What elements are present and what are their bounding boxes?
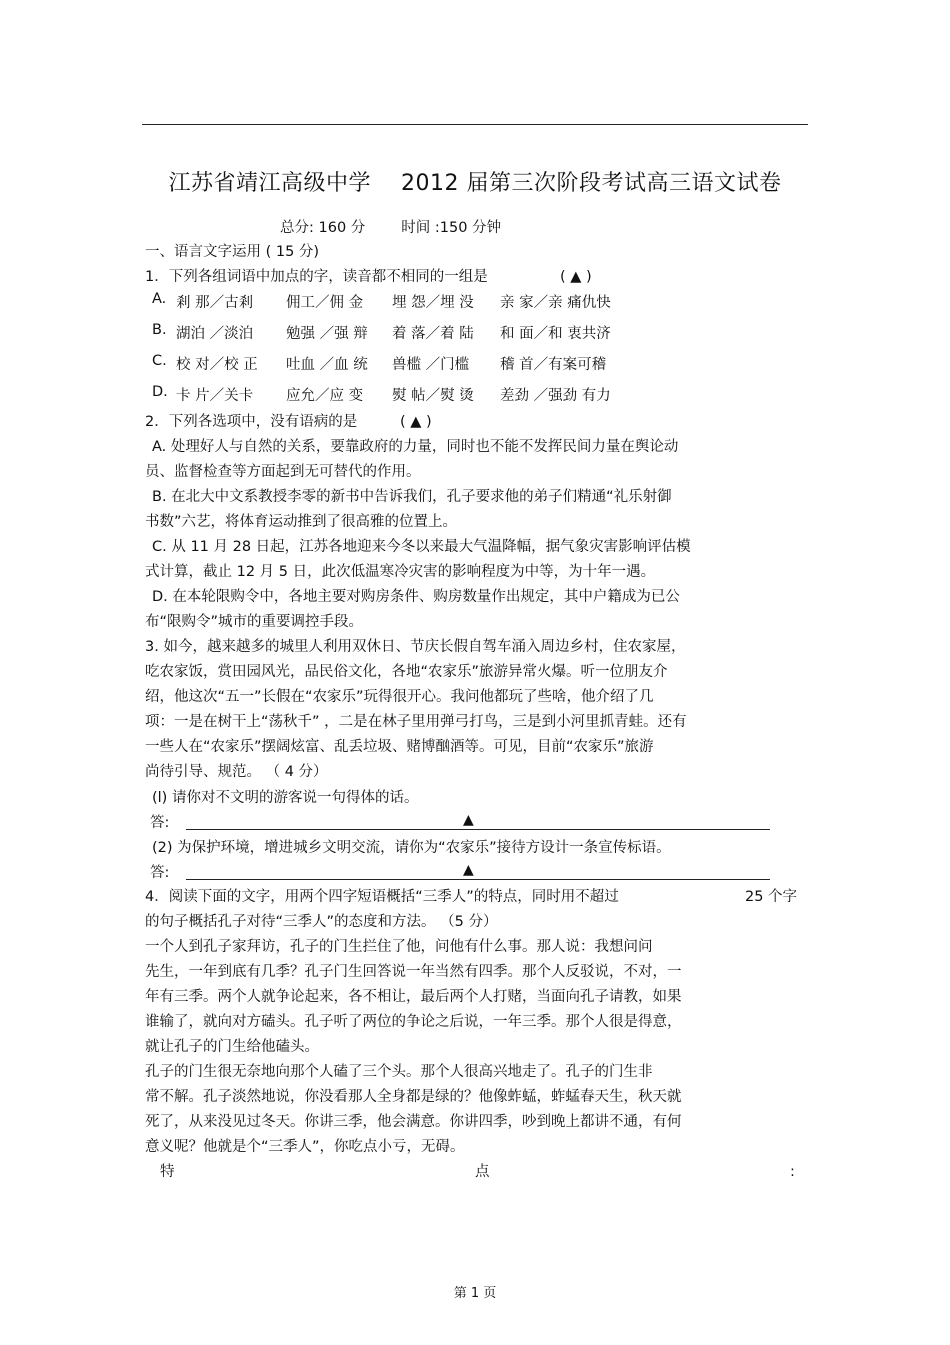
answer-prompt-char: 点 xyxy=(475,1164,490,1180)
word-group: 剎 那／古剎 xyxy=(176,295,254,311)
q4-stem-line-2: 的句子概括孔子对待“三季人”的态度和方法。 （5 分） xyxy=(145,914,498,930)
option-label: A. xyxy=(152,291,167,307)
word-group: 着 落／着 陆 xyxy=(392,326,474,342)
q3-line: 项：一是在树干上“荡秋千” ，二是在林子里用弹弓打鸟，三是到小河里抓青蛙。还有 xyxy=(145,714,687,730)
word-group: 熨 帖／熨 烫 xyxy=(392,388,474,404)
q1-answer-mark: ( ▲ ) xyxy=(560,269,592,285)
answer-triangle-icon: ▲ xyxy=(463,812,474,828)
q2-line: 式计算，截止 12 月 5 日，此次低温寒冷灾害的影响程度为中等，为十年一遇。 xyxy=(145,564,656,580)
word-group: 兽槛 ／门槛 xyxy=(392,357,470,373)
answer-prompt-colon: : xyxy=(790,1164,795,1180)
q2-line: A. 处理好人与自然的关系，要靠政府的力量，同时也不能不发挥民间力量在舆论动 xyxy=(152,439,679,455)
q3-answer-label-1: 答: xyxy=(150,815,170,831)
option-label: D. xyxy=(152,384,168,400)
q2-line: C. 从 11 月 28 日起，江苏各地迎来今冬以来最大气温降幅，据气象灾害影响评估模 xyxy=(152,539,691,555)
word-group: 亲 家／亲 痛仇快 xyxy=(500,295,611,311)
option-label: C. xyxy=(152,353,167,369)
q3-line: 绍，他这次“五一”长假在“农家乐”玩得很开心。我问他都玩了些啥，他介绍了几 xyxy=(145,689,654,705)
header-rule xyxy=(142,124,808,125)
q2-answer-mark: ( ▲ ) xyxy=(400,414,432,430)
passage-line: 常不解。孔子淡然地说，你没看那人全身都是绿的？他像蚱蜢，蚱蜢春天生，秋天就 xyxy=(145,1089,682,1105)
word-group: 佣工／佣 金 xyxy=(286,295,364,311)
q4-stem-line-1: 4．阅读下面的文字，用两个四字短语概括“三季人”的特点，同时用不超过 xyxy=(145,889,619,905)
passage-line: 就让孔子的门生给他磕头。 xyxy=(145,1039,319,1055)
word-group: 湖泊 ／淡泊 xyxy=(176,326,254,342)
q2-stem: 2．下列各选项中，没有语病的是 xyxy=(145,414,358,430)
section-heading: 一、语言文字运用 ( 15 分) xyxy=(145,244,320,260)
word-group: 校 对／校 正 xyxy=(176,357,258,373)
answer-triangle-icon: ▲ xyxy=(463,862,474,878)
q3-line: 3. 如今，越来越多的城里人利用双休日、节庆长假自驾车涌入周边乡村，住农家屋， xyxy=(145,639,686,655)
exam-meta xyxy=(280,216,501,237)
q1-option-d xyxy=(152,384,611,404)
passage-line: 孔子的门生很无奈地向那个人磕了三个头。那个人很高兴地走了。孔子的门生非 xyxy=(145,1064,653,1080)
q2-line: 员、监督检查等方面起到无可替代的作用。 xyxy=(145,464,421,480)
q3-subquestion-2: (2) 为保护环境，增进城乡文明交流，请你为“农家乐”接待方设计一条宣传标语。 xyxy=(152,840,671,856)
q2-line: D. 在本轮限购令中，各地主要对购房条件、购房数量作出规定，其中户籍成为已公 xyxy=(152,589,680,605)
word-group: 稽 首／有案可稽 xyxy=(500,357,607,373)
passage-line: 一个人到孔子家拜访，孔子的门生拦住了他，问他有什么事。那人说：我想问问 xyxy=(145,939,653,955)
answer-line-1[interactable] xyxy=(186,829,770,830)
total-score: 总分: 160 分 xyxy=(280,220,366,236)
q1-option-a xyxy=(152,291,611,311)
word-group: 勉强 ／强 辩 xyxy=(286,326,368,342)
page-number: 第 1 页 xyxy=(453,1286,497,1301)
q3-line: 吃农家饭，赏田园风光，品民俗文化，各地“农家乐”旅游异常火爆。听一位朋友介 xyxy=(145,664,668,680)
option-label: B. xyxy=(152,322,167,338)
q3-answer-label-2: 答: xyxy=(150,865,170,881)
passage-line: 意义呢？他就是个“三季人”，你吃点小亏，无碍。 xyxy=(145,1139,465,1155)
q2-line: 书数”六艺，将体育运动推到了很高雅的位置上。 xyxy=(145,514,458,530)
passage-line: 谁输了，就向对方磕头。孔子听了两位的争论之后说，一年三季。那个人很是得意， xyxy=(145,1014,682,1030)
word-group: 埋 怨／埋 没 xyxy=(392,295,474,311)
answer-line-2[interactable] xyxy=(186,879,770,880)
word-group: 卡 片／关卡 xyxy=(176,388,254,404)
q2-line: 布“限购令”城市的重要调控手段。 xyxy=(145,614,364,630)
q1-option-c xyxy=(152,353,607,373)
passage-line: 死了，从来没见过冬天。你讲三季，他会满意。你讲四季，吵到晚上都讲不通，有何 xyxy=(145,1114,682,1130)
passage-line: 年有三季。两个人就争论起来，各不相让，最后两个人打赌，当面向孔子请教，如果 xyxy=(145,989,682,1005)
exam-time: 时间 :150 分钟 xyxy=(401,220,502,236)
q3-line: 尚待引导、规范。 （ 4 分） xyxy=(145,764,328,780)
q3-line: 一些人在“农家乐”摆阔炫富、乱丢垃圾、赌博酗酒等。可见，目前“农家乐”旅游 xyxy=(145,739,654,755)
q2-line: B. 在北大中文系教授李零的新书中告诉我们，孔子要求他的弟子们精通“礼乐射御 xyxy=(152,489,672,505)
word-group: 差劲 ／强劲 有力 xyxy=(500,388,611,404)
title-exam: 2012 届第三次阶段考试高三语文试卷 xyxy=(401,171,782,196)
q1-stem: 1．下列各组词语中加点的字，读音都不相同的一组是 xyxy=(145,269,488,285)
answer-prompt-char: 特 xyxy=(160,1164,175,1180)
word-group: 应允／应 变 xyxy=(286,388,364,404)
word-group: 和 面／和 衷共济 xyxy=(500,326,611,342)
q1-option-b xyxy=(152,322,611,342)
title-school: 江苏省靖江高级中学 xyxy=(168,171,372,196)
word-group: 吐血 ／血 统 xyxy=(286,357,368,373)
q3-subquestion-1: (l) 请你对不文明的游客说一句得体的话。 xyxy=(152,790,419,806)
page-title xyxy=(142,170,808,198)
passage-line: 先生，一年到底有几季？孔子门生回答说一年当然有四季。那个人反驳说，不对，一 xyxy=(145,964,682,980)
q4-char-limit: 25 个字 xyxy=(745,889,798,905)
